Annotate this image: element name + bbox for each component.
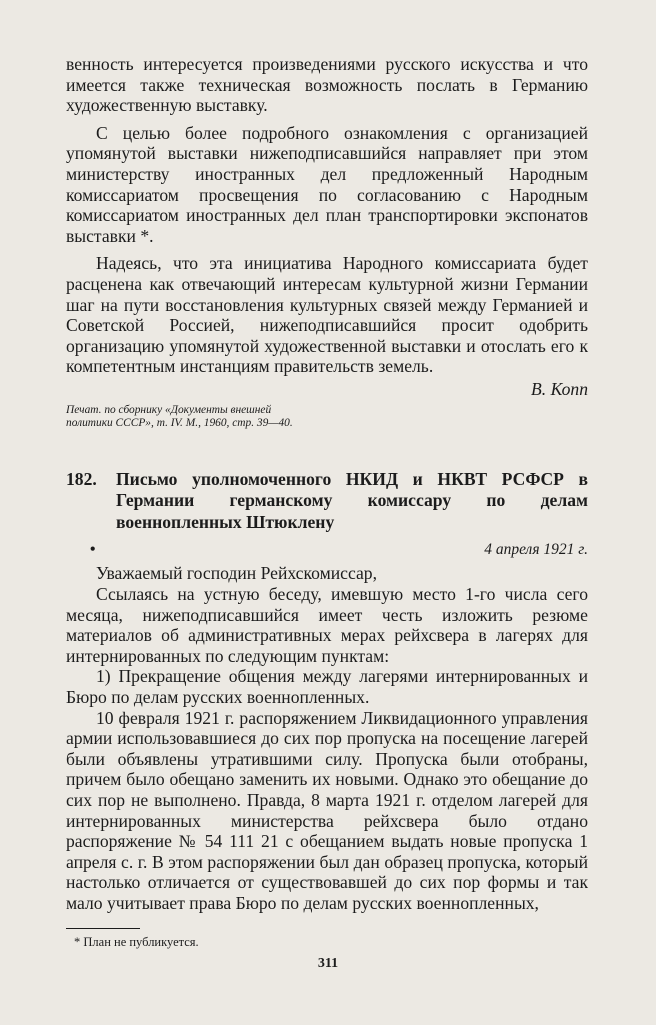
- signature: В. Копп: [531, 378, 588, 399]
- bullet-mark: •: [90, 541, 96, 559]
- paragraph-continuation: венность интересуется произведениями русского искусства и что имеется также техническая возможность послать в Германию художественную выставку.: [66, 54, 588, 116]
- footnote-divider: [66, 928, 140, 929]
- footnote: * План не публикуется.: [74, 934, 199, 949]
- paragraph-exhibition-plan: С целью более подробного ознакомления с организацией упомянутой выставки нижеподписавшийся направляет при этом министерству иностранных дел предложенный Народным комиссариатом просвещения по согласованию с Народным комиссариатом иностранных дел план транспортировки экспонатов выставки *.: [66, 122, 588, 246]
- page-body: [66, 54, 588, 950]
- source-note: Печат. по сборнику «Документы внешней политики СССР», т. IV. М., 1960, стр. 39—40.: [66, 403, 293, 429]
- document-title: Письмо уполномоченного НКИД и НКВТ РСФСР в Германии германскому комиссару по делам военнопленных Штюклену: [116, 468, 588, 532]
- salutation: Уважаемый господин Рейхскомиссар,: [96, 563, 377, 584]
- document-heading: [66, 469, 588, 534]
- paragraph-request: Надеясь, что эта инициатива Народного комиссариата будет расценена как отвечающий интересам культурной жизни Германии шаг на пути восстановления культурных связей между Германией и Советской Россией, нижеподписавшийся просит одобрить организацию упомянутой художественной выставки и отослать его к компетентным инстанциям правительств земель.: [66, 253, 588, 377]
- letter-paragraph-intro: Ссылаясь на устную беседу, имевшую место 1-го числа сего месяца, нижеподписавшийся имеет честь изложить резюме материалов об административных мерах рейхсвера в лагерях для интернированных по следующим пунктам:: [66, 584, 588, 666]
- document-date: 4 апреля 1921 г.: [484, 541, 588, 559]
- dateline: [66, 539, 588, 561]
- letter-paragraph-point-1: 1) Прекращение общения между лагерями интернированных и Бюро по делам русских военнопленных.: [66, 666, 588, 707]
- document-number: 182.: [66, 468, 97, 489]
- page-number: 311: [317, 956, 339, 971]
- letter-paragraph-passes: 10 февраля 1921 г. распоряжением Ликвидационного управления армии использовавшиеся до сих пор пропуска на посещение лагерей были объявлены утратившими силу. Пропуска были отобраны, причем было обещано заменить их новыми. Однако это обещание до сих пор не выполнено. Правда, 8 марта 1921 г. отделом лагерей для интернированных министерства рейхсвера было отдано распоряжение № 54 111 21 с обещанием выдать новые пропуска 1 апреля с. г. В этом распоряжении был дан образец пропуска, который настолько отличается от существовавшей до сих пор формы и так мало учитывает права Бюро по делам русских военнопленных,: [66, 707, 588, 913]
